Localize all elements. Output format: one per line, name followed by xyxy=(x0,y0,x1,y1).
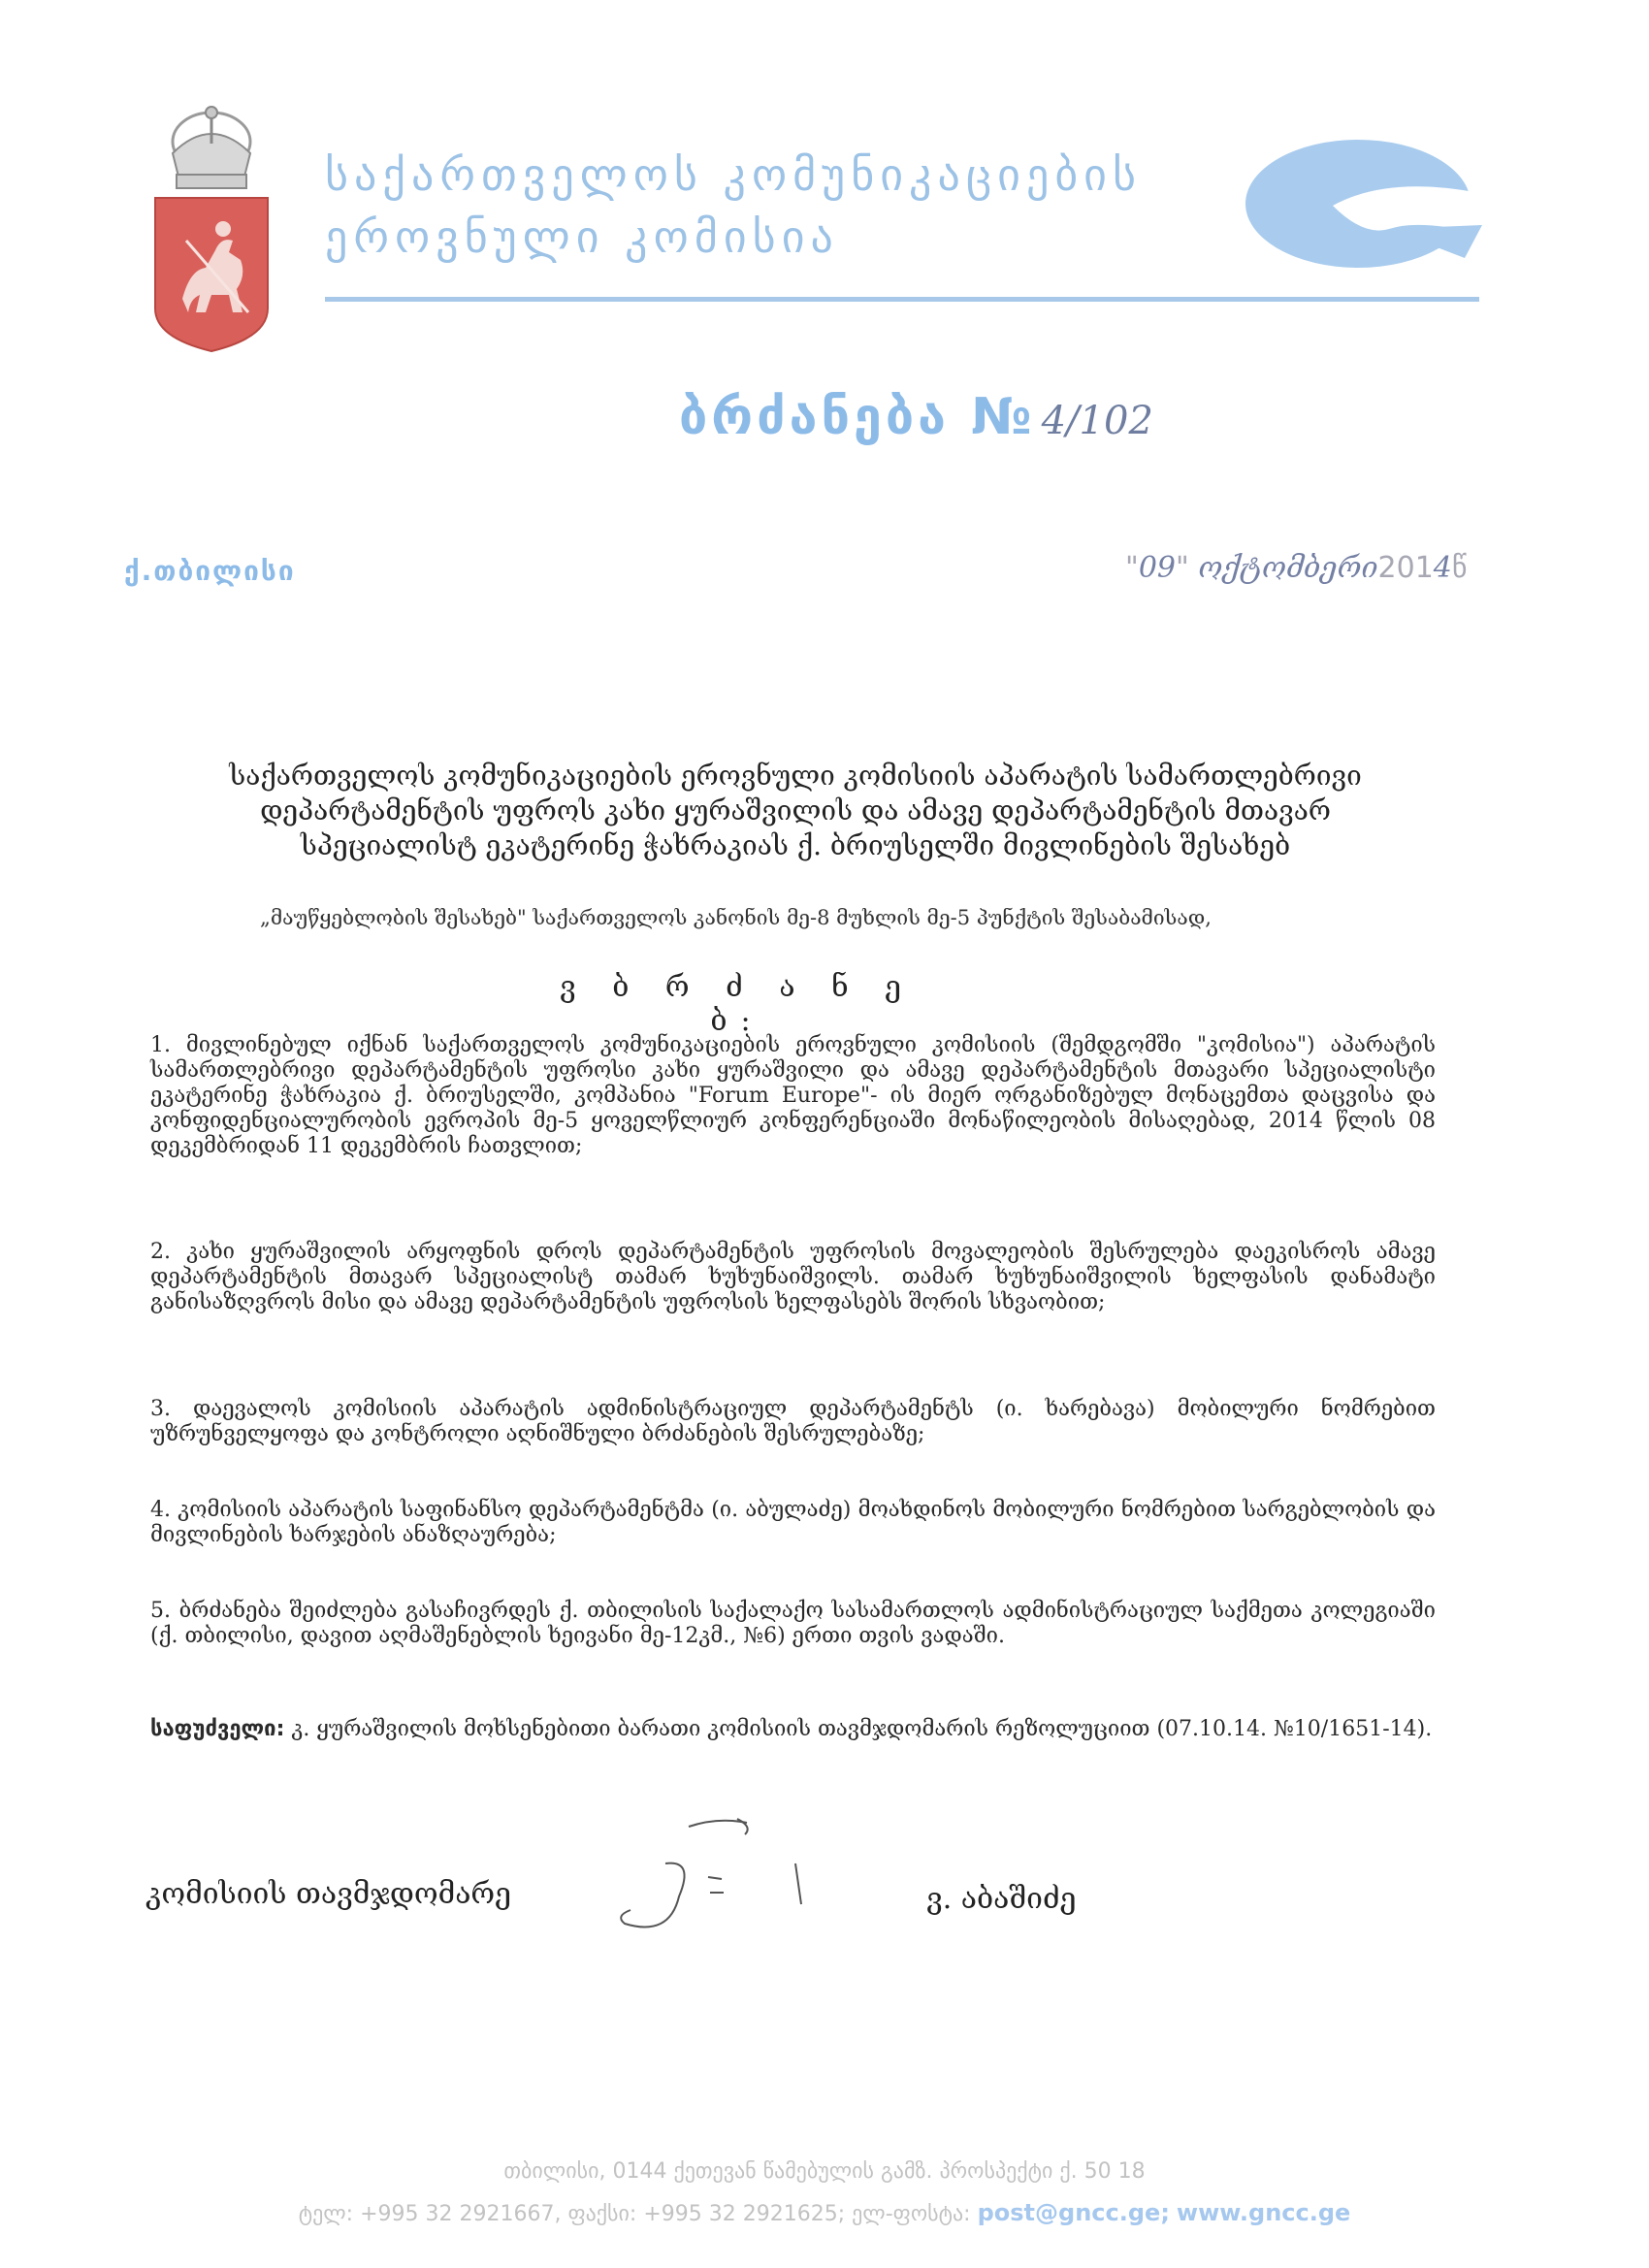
footer-separator: ; xyxy=(1160,2199,1170,2226)
basis-note xyxy=(150,1717,1436,1742)
footer-contacts xyxy=(194,2192,1455,2235)
footer-phone-fax: ტელ: +995 32 2921667, ფაქსი: +995 32 2921625; ელ-ფოსტა: xyxy=(298,2202,971,2226)
handwritten-signature xyxy=(601,1809,834,1964)
paragraph-3: 3. დაევალოს კომისიის აპარატის ადმინისტრაციულ დეპარტამენტს (ი. ხარებავა) მობილური ნომრებით უზრუნველყოფა და კონტროლი აღნიშნული ბრძანების შესრულებაზე; xyxy=(150,1397,1436,1446)
gncc-logo xyxy=(1244,136,1486,272)
paragraph-2: 2. კახი ყურაშვილის არყოფნის დროს დეპარტამენტის უფროსის მოვალეობის შესრულება დაეკისროს ამავე დეპარტამენტის მთავარ სპეციალისტ თამარ ხუხუნაიშვილს. თამარ ხუხუნაიშვილის ხელფასის დანამატი განისაზღვროს მისი და ამავე დეპარტამენტის უფროსის ხელფასებს შორის სხვაობით; xyxy=(150,1240,1436,1314)
footer-email-link[interactable]: post@gncc.ge xyxy=(977,2199,1161,2226)
signatory-name: ვ. აბაშიძე xyxy=(926,1882,1077,1916)
date-year-unit: წ xyxy=(1451,551,1468,585)
date-year-suffix: 4 xyxy=(1433,551,1452,585)
footer-website-link[interactable]: www.gncc.ge xyxy=(1176,2199,1351,2226)
date-day: 09 xyxy=(1138,551,1176,585)
coat-of-arms-emblem xyxy=(147,105,275,355)
organization-name-line2: ეროვნული კომისია xyxy=(325,211,839,263)
basis-label: საფუძველი: xyxy=(150,1717,285,1741)
place-of-issue: ქ.თბილისი xyxy=(124,555,296,587)
decree-word: ვ ბ რ ძ ა ნ ე ბ: xyxy=(559,970,916,1038)
legal-basis: „მაუწყებლობის შესახებ" საქართველოს კანონის მე-8 მუხლის მე-5 პუნქტის შესაბამისად, xyxy=(260,906,1212,929)
signatory-role: კომისიის თავმჯდომარე xyxy=(146,1877,511,1911)
organization-name-line1: საქართველოს კომუნიკაციების xyxy=(325,148,1142,201)
order-number: 4/102 xyxy=(1041,399,1153,443)
order-heading xyxy=(679,388,1153,446)
letterhead-divider xyxy=(325,297,1479,302)
document-title: საქართველოს კომუნიკაციების ეროვნული კომისიის აპარატის სამართლებრივი დეპარტამენტის უფროს კახი ყურაშვილის და ამავე დეპარტამენტის მთავარ სპეციალისტ ეკატერინე ჭახრაკიას ქ. ბრიუსელში მივლინების შესახებ xyxy=(229,760,1362,861)
order-date: "09" ოქტომბერი2014წ xyxy=(1125,551,1468,585)
paragraph-4: 4. კომისიის აპარატის საფინანსო დეპარტამენტმა (ი. აბულაძე) მოახდინოს მობილური ნომრებით სარგებლობის და მივლინების ხარჯების ანაზღაურება; xyxy=(150,1498,1436,1547)
organization-name xyxy=(325,144,1217,268)
order-label: ბრძანება № xyxy=(679,388,1036,446)
paragraph-5: 5. ბრძანება შეიძლება გასაჩივრდეს ქ. თბილისის საქალაქო სასამართლოს ადმინისტრაციულ საქმეთა კოლეგიაში (ქ. თბილისი, დავით აღმაშენებლის ხეივანი მე-12კმ., №6) ერთი თვის ვადაში. xyxy=(150,1599,1436,1648)
footer-address: თბილისი, 0144 ქეთევან წამებულის გამზ. პროსპექტი ქ. 50 18 xyxy=(503,2159,1146,2184)
date-year-prefix: 201 xyxy=(1377,551,1434,585)
footer xyxy=(194,2152,1455,2235)
paragraph-1: 1. მივლინებულ იქნან საქართველოს კომუნიკაციების ეროვნული კომისიის (შემდგომში "კომისია") აპარატის სამართლებრივი დეპარტამენტის უფროსი კახი ყურაშვილი და ამავე დეპარტამენტის მთავარი სპეციალისტი ეკატერინე ჭახრაკია ქ. ბრიუსელში, კომპანია "Forum Europe"- ის მიერ ორგანიზებულ მონაცემთა დაცვისა და კონფიდენციალურობის ევროპის მე-5 ყოველწლიურ კონფერენციაში მონაწილეობის მისაღებად, 2014 წლის 08 დეკემბრიდან 11 დეკემბრის ჩათვლით; xyxy=(150,1033,1436,1158)
date-month: ოქტომბერი xyxy=(1198,551,1378,585)
basis-text: კ. ყურაშვილის მოხსენებითი ბარათი კომისიის თავმჯდომარის რეზოლუციით (07.10.14. №10/1651-14). xyxy=(291,1717,1433,1741)
